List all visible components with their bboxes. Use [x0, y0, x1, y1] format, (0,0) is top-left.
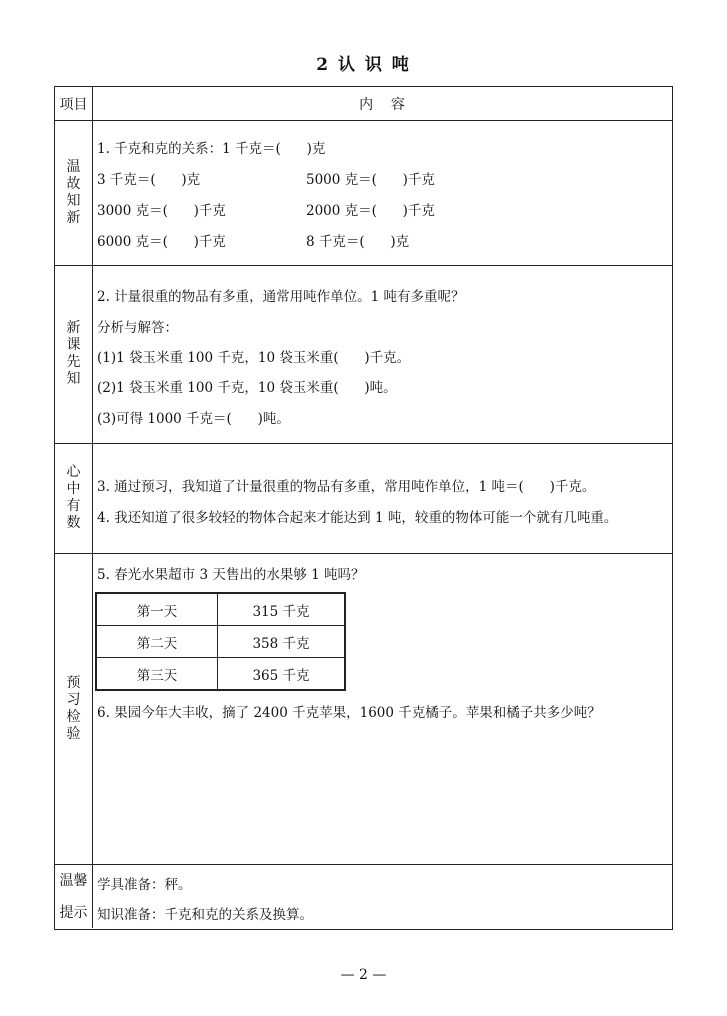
preview-content: [92, 265, 672, 443]
check-row: [55, 553, 672, 865]
check-q6: 6. 果园今年大丰收，摘了 2400 千克苹果，1600 千克橘子。苹果和橘子共多少吨？: [97, 705, 601, 721]
table-row: [96, 626, 345, 658]
review-row: [55, 120, 672, 266]
tips-label-2: 提示: [59, 905, 88, 921]
review-q1: 1. 千克和克的关系：1 千克＝( )克: [97, 141, 326, 157]
review-label-cell: [55, 120, 93, 265]
tips-line-2: 知识准备：千克和克的关系及换算。: [97, 907, 313, 923]
review-item-2a: 3000 克＝( )千克: [97, 203, 226, 219]
tips-label-cell: [55, 864, 93, 928]
review-item-2b: 2000 克＝( )千克: [306, 203, 435, 219]
mind-q3: 3. 通过预习，我知道了计量很重的物品有多重，常用吨作单位，1 吨＝( )千克。: [97, 479, 596, 495]
table-row: [96, 593, 345, 626]
sales-table: [95, 592, 346, 691]
mind-row: [55, 443, 672, 554]
mind-q4: 4. 我还知道了很多较轻的物体合起来才能达到 1 吨，较重的物体可能一个就有几吨重。: [97, 510, 618, 526]
table-day-cell: 第二天: [96, 626, 218, 658]
table-row: [96, 658, 345, 691]
preview-q2: 2. 计量很重的物品有多重，通常用吨作单位。1 吨有多重呢？: [97, 289, 465, 305]
mind-content: [92, 443, 672, 553]
check-label-cell: [55, 553, 93, 864]
review-item-1a: 3 千克＝( )克: [97, 172, 201, 188]
tips-row: [55, 864, 672, 928]
tips-content: [92, 864, 672, 928]
preview-label-cell: [55, 265, 93, 443]
table-day-cell: 第三天: [96, 658, 218, 691]
review-item-1b: 5000 克＝( )千克: [306, 172, 435, 188]
header-content-cell: [92, 87, 672, 120]
tips-line-1: 学具准备：秤。: [97, 877, 192, 893]
preview-step-2: (2)1 袋玉米重 100 千克，10 袋玉米重( )吨。: [97, 380, 397, 396]
worksheet-table: [54, 86, 673, 930]
review-item-3b: 8 千克＝( )克: [306, 234, 410, 250]
header-project-label: 项目: [59, 96, 88, 113]
preview-step-3: (3)可得 1000 千克＝( )吨。: [97, 411, 290, 427]
page-title: 2 认 识 吨: [316, 55, 411, 75]
preview-label: 新课先知: [66, 320, 81, 387]
mind-label-cell: [55, 443, 93, 553]
review-label: 温故知新: [66, 158, 81, 226]
check-content: [92, 553, 672, 864]
header-project-cell: [55, 87, 93, 120]
review-content: [92, 120, 672, 265]
review-item-3a: 6000 克＝( )千克: [97, 234, 226, 250]
header-row: [55, 87, 672, 121]
preview-analysis: 分析与解答：: [97, 320, 178, 336]
check-q5: 5. 春光水果超市 3 天售出的水果够 1 吨吗？: [97, 567, 365, 583]
check-label: 预习检验: [66, 674, 81, 742]
table-day-cell: 第一天: [96, 593, 218, 626]
header-content-label: 内 容: [359, 96, 405, 113]
tips-label-1: 温馨: [59, 873, 88, 889]
preview-step-1: (1)1 袋玉米重 100 千克，10 袋玉米重( )千克。: [97, 350, 411, 366]
page-number: — 2 —: [340, 967, 387, 983]
table-weight-cell: 315 千克: [218, 593, 346, 626]
mind-label: 心中有数: [66, 464, 81, 531]
preview-row: [55, 265, 672, 444]
table-weight-cell: 365 千克: [218, 658, 346, 691]
table-weight-cell: 358 千克: [218, 626, 346, 658]
